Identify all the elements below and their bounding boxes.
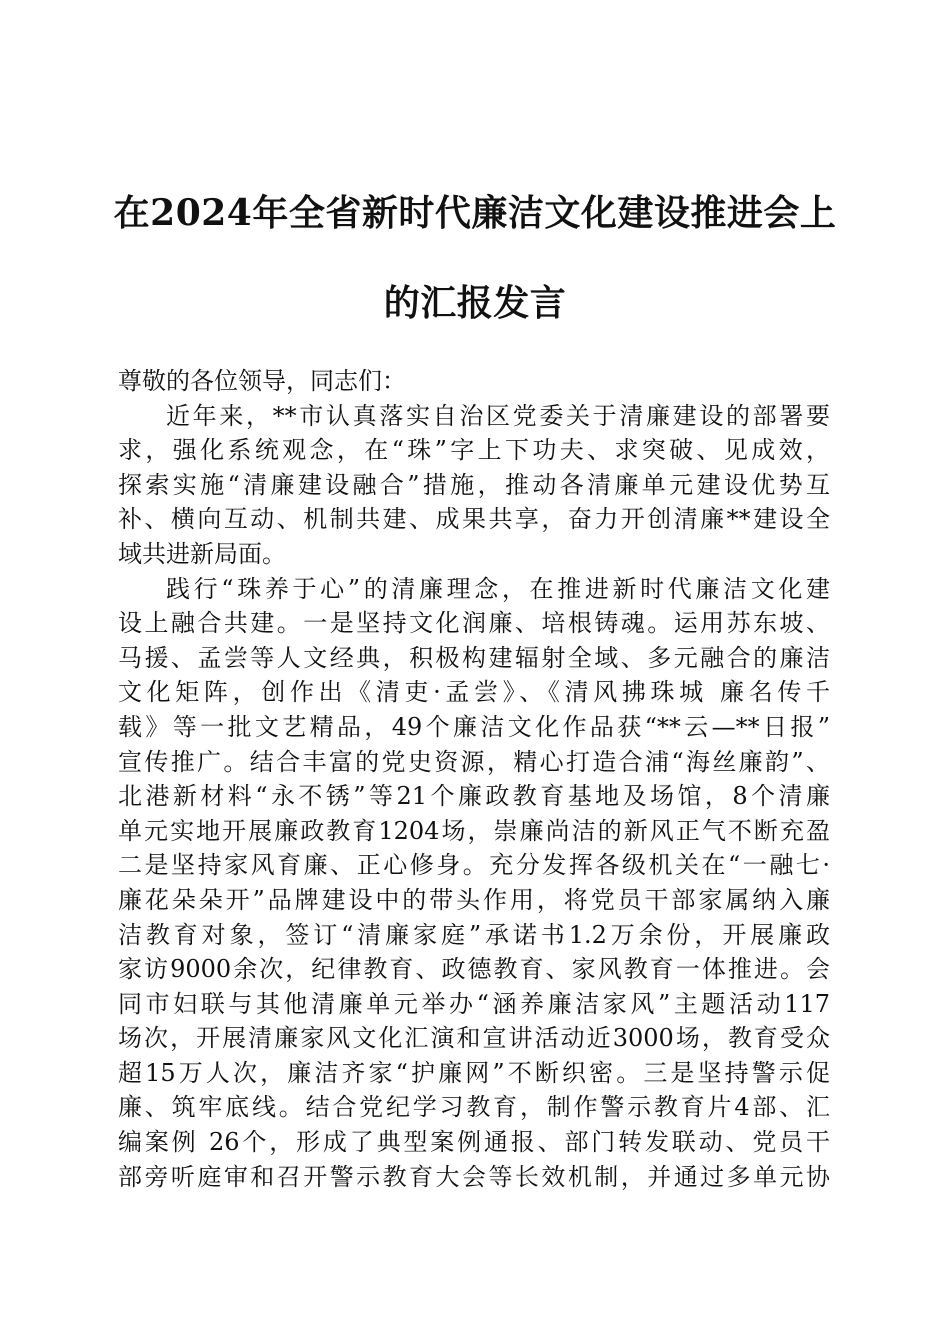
paragraph-line: 马援、孟尝等人文经典，积极构建辐射全域、多元融合的廉洁 (118, 643, 830, 672)
paragraph-line: 同市妇联与其他清廉单元举办“涵养廉洁家风”主题活动117 (118, 989, 830, 1018)
paragraph-line: 探索实施“清廉建设融合”措施，推动各清廉单元建设优势互 (118, 470, 830, 499)
paragraph-1 (118, 399, 830, 572)
paragraph-line: 践行“珠养于心”的清廉理念，在推进新时代廉洁文化建 (166, 574, 830, 603)
paragraph-line: 场次，开展清廉家风文化汇演和宣讲活动近3000场，教育受众 (118, 1024, 830, 1053)
document-title (100, 168, 850, 348)
paragraph-line: 超15万人次，廉洁齐家“护廉网”不断织密。三是坚持警示促 (118, 1058, 830, 1087)
title-line-2: 的汇报发言 (383, 282, 567, 324)
paragraph-line: 近年来，**市认真落实自治区党委关于清廉建设的部署要 (166, 401, 830, 430)
paragraph-line: 补、横向互动、机制共建、成果共享，奋力开创清廉**建设全 (118, 505, 830, 534)
paragraph-line: 北港新材料“永不锈”等21个廉政教育基地及场馆，8个清廉 (118, 782, 830, 811)
paragraph-line: 家访9000余次，纪律教育、政德教育、家风教育一体推进。会 (118, 955, 830, 984)
paragraph-line: 廉、筑牢底线。结合党纪学习教育，制作警示教育片4部、汇 (118, 1093, 830, 1122)
title-line-1: 在2024年全省新时代廉洁文化建设推进会上 (113, 192, 837, 234)
paragraph-line: 单元实地开展廉政教育1204场，崇廉尚洁的新风正气不断充盈 (118, 816, 830, 845)
document-body (118, 364, 830, 1194)
paragraph-2 (118, 572, 830, 1195)
paragraph-line: 二是坚持家风育廉、正心修身。充分发挥各级机关在“一融七· (118, 851, 830, 880)
paragraph-line: 洁教育对象，签订“清廉家庭”承诺书1.2万余份，开展廉政 (118, 920, 830, 949)
paragraph-line: 设上融合共建。一是坚持文化润廉、培根铸魂。运用苏东坡、 (118, 609, 830, 638)
paragraph-line: 求，强化系统观念，在“珠”字上下功夫、求突破、见成效， (118, 436, 830, 465)
paragraph-line: 域共进新局面。 (118, 539, 286, 568)
paragraph-line: 载》等一批文艺精品，49个廉洁文化作品获“**云—**日报” (118, 712, 830, 741)
paragraph-line: 宣传推广。结合丰富的党史资源，精心打造合浦“海丝廉韵”、 (118, 747, 830, 776)
paragraph-line: 部旁听庭审和召开警示教育大会等长效机制，并通过多单元协 (118, 1162, 830, 1191)
paragraph-line: 编案例 26个，形成了典型案例通报、部门转发联动、党员干 (118, 1128, 830, 1157)
paragraph-line: 廉花朵朵开”品牌建设中的带头作用，将党员干部家属纳入廉 (118, 885, 830, 914)
salutation: 尊敬的各位领导，同志们： (118, 367, 406, 395)
paragraph-line: 文化矩阵，创作出《清吏·孟尝》、《清风拂珠城 廉名传千 (118, 678, 830, 707)
